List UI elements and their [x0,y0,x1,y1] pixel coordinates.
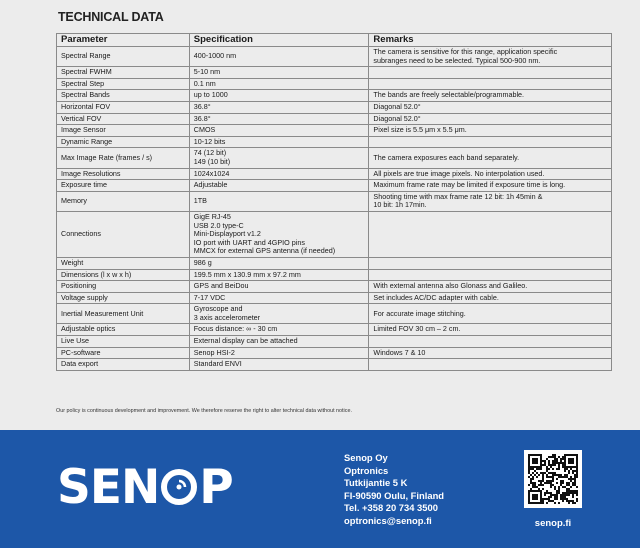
specification-cell [189,90,369,102]
specification-cell [189,324,369,336]
policy-note: Our policy is continuous development and improvement. We therefore reserve the right to alter technical data without notice. [56,408,352,414]
specification-cell [189,191,369,211]
table-row [57,90,612,102]
website-link[interactable]: senop.fi [534,518,572,529]
parameter-cell: Image Resolutions [57,168,190,180]
specification-cell-line: 986 g [193,257,212,267]
remarks-cell-line: Diagonal 52.0° [373,113,421,123]
parameter-cell: Weight [57,257,190,269]
parameter-cell: Connections [57,211,190,257]
specification-cell [189,67,369,79]
specification-cell [189,113,369,125]
specification-cell [189,257,369,269]
remarks-cell-line: With external antenna also Glonass and Galileo. [373,281,528,291]
specification-cell-line: 1024x1024 [193,168,230,178]
parameter-cell: Inertial Measurement Unit [57,304,190,324]
specification-cell-line: 149 (10 bit) [193,156,231,166]
address-line: Senop Oy [344,452,388,463]
specification-cell-line: 1TB [193,196,207,206]
page-title: TECHNICAL DATA [58,10,164,24]
table-row [57,304,612,324]
table-row [57,359,612,371]
remarks-cell [369,180,612,192]
specification-cell [189,304,369,324]
remarks-cell-line: Maximum frame rate may be limited if exposure time is long. [373,180,566,190]
specification-cell [189,136,369,148]
remarks-cell [369,281,612,293]
specification-cell [189,180,369,192]
specification-cell [189,211,369,257]
table-row [57,347,612,359]
qr-code-icon[interactable] [524,450,582,508]
specification-cell-line: up to 1000 [193,90,228,100]
specification-cell-line: GigE RJ-45 [193,211,231,221]
specification-cell-line: IO port with UART and 4GPIO pins [193,237,305,247]
parameter-cell: Spectral Bands [57,90,190,102]
parameter-cell: PC-software [57,347,190,359]
email-link[interactable]: optronics@senop.fi [344,514,432,526]
table-row [57,136,612,148]
parameter-cell: Spectral Step [57,78,190,90]
remarks-cell [369,347,612,359]
address-line: Tutkijantie 5 K [344,477,408,489]
remarks-cell [369,269,612,281]
parameter-cell: Data export [57,359,190,371]
specification-cell-line: 7-17 VDC [193,292,226,302]
table-header-row [57,34,612,47]
specification-cell-line: External display can be attached [193,336,298,346]
specification-cell-line: 400-1000 nm [193,51,237,61]
remarks-cell [369,336,612,348]
parameter-cell: Exposure time [57,180,190,192]
specification-cell [189,347,369,359]
parameter-cell: Spectral Range [57,47,190,67]
table-row [57,101,612,113]
remarks-cell [369,168,612,180]
parameter-cell: Memory [57,191,190,211]
remarks-cell-line: The camera exposures each band separately. [373,152,520,162]
specification-cell-line: Standard ENVI [193,359,242,369]
parameter-cell: Vertical FOV [57,113,190,125]
table-row [57,113,612,125]
remarks-cell-line: The bands are freely selectable/programmable. [373,90,525,100]
remarks-cell [369,78,612,90]
table-row [57,292,612,304]
parameter-cell: Live Use [57,336,190,348]
remarks-cell-line: Shooting time with max frame rate 12 bit: 1h 45min & [373,191,543,201]
remarks-cell [369,292,612,304]
parameter-cell: Positioning [57,281,190,293]
remarks-cell [369,304,612,324]
address-line: Optronics [344,464,389,476]
remarks-cell-line: The camera is sensitive for this range, application specific [373,47,558,56]
remarks-cell-line: Limited FOV 30 cm – 2 cm. [373,324,461,334]
phone-line: Tel. +358 20 734 3500 [344,502,438,514]
specification-cell [189,168,369,180]
specification-cell-line: Focus distance: ∞ - 30 cm [193,324,278,334]
specification-cell-line: 199.5 mm x 130.9 mm x 97.2 mm [193,269,301,279]
specification-cell-line: 36.8° [193,113,211,123]
specification-cell-line: GPS and BeiDou [193,281,249,291]
specification-cell-line: 3 axis accelerometer [193,312,261,322]
specification-cell [189,359,369,371]
remarks-cell-line: Pixel size is 5.5 μm x 5.5 μm. [373,125,467,135]
table-row [57,269,612,281]
specification-cell-line: CMOS [193,125,216,135]
specification-cell-line: MMCX for external GPS antenna (if needed) [193,246,336,256]
header-remarks: Remarks [369,34,612,47]
specification-cell-line: USB 2.0 type-C [193,220,244,230]
remarks-cell-line: 10 bit: 1h 17min. [373,200,427,210]
specification-cell-line: Gyroscope and [193,304,243,314]
specification-cell-line: 10-12 bits [193,136,226,146]
table-row [57,180,612,192]
remarks-cell [369,359,612,371]
logo-o-signal-icon [159,467,199,507]
remarks-cell [369,113,612,125]
specification-cell [189,281,369,293]
specification-cell [189,148,369,168]
parameter-cell: Image Sensor [57,125,190,137]
specification-cell-line: 36.8° [193,101,211,111]
remarks-cell-line: For accurate image stitching. [373,308,466,318]
table-body [57,47,612,371]
parameter-cell: Max Image Rate (frames / s) [57,148,190,168]
parameter-cell: Dimensions (l x w x h) [57,269,190,281]
specification-cell [189,292,369,304]
technical-data-table [56,33,612,371]
address-line: FI-90590 Oulu, Finland [344,489,445,501]
specification-cell-line: Adjustable [193,180,228,190]
senop-logo [57,460,233,515]
remarks-cell [369,191,612,211]
specification-cell-line: Mini-Displayport v1.2 [193,229,261,239]
specification-cell [189,125,369,137]
header-specification: Specification [189,34,369,47]
specification-cell [189,336,369,348]
remarks-cell [369,67,612,79]
parameter-cell: Dynamic Range [57,136,190,148]
specification-cell-line: 74 (12 bit) [193,148,227,158]
specification-cell [189,269,369,281]
table-row [57,257,612,269]
specification-cell [189,101,369,113]
table-row [57,78,612,90]
table-row [57,191,612,211]
specification-cell [189,78,369,90]
table-row [57,324,612,336]
parameter-cell: Voltage supply [57,292,190,304]
specification-cell-line: 5-10 nm [193,67,221,77]
table-row [57,336,612,348]
remarks-cell [369,47,612,67]
table-row [57,168,612,180]
table-row [57,67,612,79]
remarks-cell-line: Windows 7 & 10 [373,347,426,357]
table-row [57,148,612,168]
header-parameter: Parameter [57,34,190,47]
logo-text-right: P [199,460,233,515]
parameter-cell: Spectral FWHM [57,67,190,79]
remarks-cell-line: All pixels are true image pixels. No interpolation used. [373,168,545,178]
parameter-cell: Horizontal FOV [57,101,190,113]
parameter-cell: Adjustable optics [57,324,190,336]
footer [0,430,640,548]
table-row [57,281,612,293]
remarks-cell [369,148,612,168]
specification-cell-line: 0.1 nm [193,78,216,88]
specification-cell-line: Senop HSI-2 [193,347,235,357]
table-row [57,125,612,137]
remarks-cell [369,90,612,102]
remarks-cell [369,211,612,257]
contact-address [344,452,444,528]
table-row [57,47,612,67]
remarks-cell [369,257,612,269]
remarks-cell-line: subranges need to be selected. Typical 500-900 nm. [373,55,541,65]
logo-text-left: SEN [57,460,160,515]
table-row [57,211,612,257]
remarks-cell [369,324,612,336]
remarks-cell [369,136,612,148]
remarks-cell-line: Set includes AC/DC adapter with cable. [373,292,499,302]
remarks-cell [369,125,612,137]
specification-cell [189,47,369,67]
remarks-cell-line: Diagonal 52.0° [373,101,421,111]
remarks-cell [369,101,612,113]
